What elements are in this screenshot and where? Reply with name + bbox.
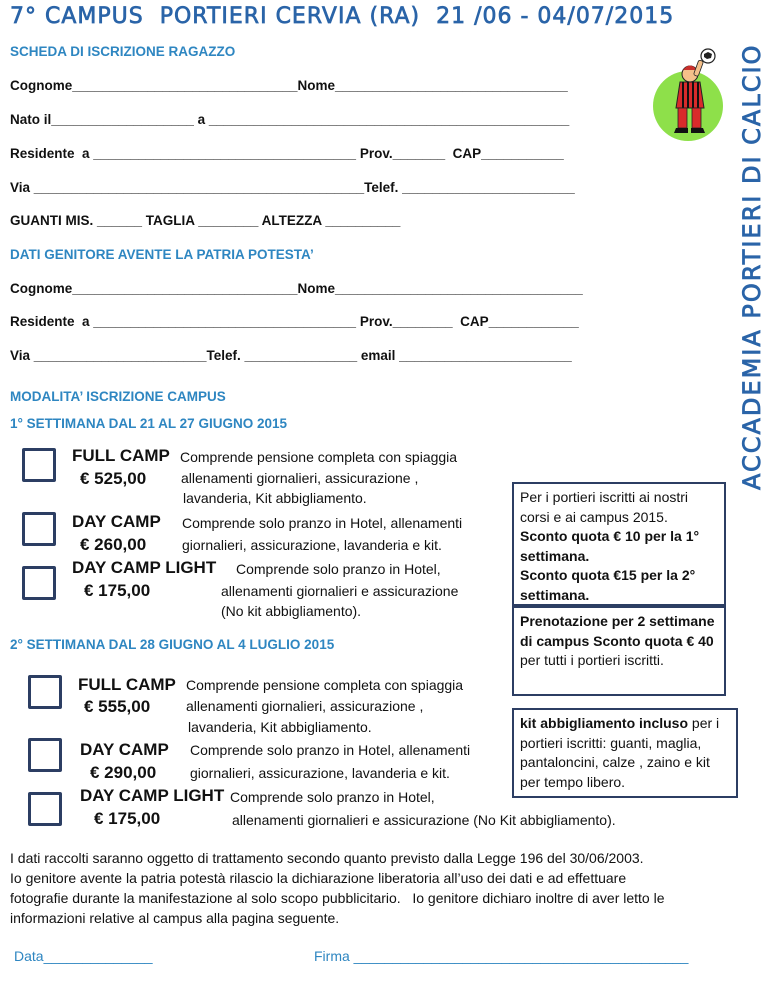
checkbox-week1-full-camp[interactable] xyxy=(22,448,56,482)
package-desc: Comprende solo pranzo in Hotel, xyxy=(230,789,435,805)
package-price: € 525,00 xyxy=(80,469,147,488)
checkbox-week2-full-camp[interactable] xyxy=(28,675,62,709)
package-desc: Comprende solo pranzo in Hotel, xyxy=(236,561,441,577)
package-price: € 290,00 xyxy=(90,763,157,782)
field-residente[interactable]: Residente a ___________________________________ Prov._______ CAP___________ xyxy=(10,146,564,161)
section-heading-genitore: DATI GENITORE AVENTE LA PATRIA POTESTA’ xyxy=(10,247,314,262)
package-desc: giornalieri, assicurazione, lavanderia e kit. xyxy=(190,765,450,781)
package-price: € 260,00 xyxy=(80,535,147,554)
checkbox-week1-day-camp-light[interactable] xyxy=(22,566,56,600)
firma-field[interactable]: Firma ___________________________________________ xyxy=(314,948,689,964)
package-price: € 175,00 xyxy=(94,809,161,828)
section-heading-week2: 2° SETTIMANA DAL 28 GIUGNO AL 4 LUGLIO 2015 xyxy=(10,637,335,652)
privacy-text: Io genitore avente la patria potestà rilascio la dichiarazione liberatoria all’uso dei dati e ad effettuare xyxy=(10,870,627,886)
package-desc: Comprende solo pranzo in Hotel, allenamenti xyxy=(182,515,463,531)
checkbox-week1-day-camp[interactable] xyxy=(22,512,56,546)
section-heading-week1: 1° SETTIMANA DAL 21 AL 27 GIUGNO 2015 xyxy=(10,416,287,431)
checkbox-week2-day-camp-light[interactable] xyxy=(28,792,62,826)
package-name: FULL CAMP xyxy=(78,675,176,694)
booking-discount-box xyxy=(512,606,726,696)
discount-week1: Sconto quota € 10 per la 1° settimana. xyxy=(520,528,700,564)
package-desc: Comprende pensione completa con spiaggia xyxy=(186,677,464,693)
package-desc: allenamenti giornalieri e assicurazione (No Kit abbigliamento). xyxy=(232,812,616,828)
field-via-telef[interactable]: Via ____________________________________________Telef. _______________________ xyxy=(10,180,575,195)
package-desc: Comprende solo pranzo in Hotel, allenamenti xyxy=(190,742,471,758)
package-desc: allenamenti giornalieri, assicurazione , xyxy=(186,698,424,714)
package-name: DAY CAMP xyxy=(80,740,169,759)
package-price: € 175,00 xyxy=(84,581,151,600)
section-heading-modalita: MODALITA’ ISCRIZIONE CAMPUS xyxy=(10,389,226,404)
field-guanti-taglia-altezza[interactable]: GUANTI MIS. ______ TAGLIA ________ ALTEZZA __________ xyxy=(10,213,401,228)
field-genitore-cognome-nome[interactable]: Cognome______________________________Nome_________________________________ xyxy=(10,281,583,296)
field-genitore-via-telef-email[interactable]: Via _______________________Telef. _______________ email _______________________ xyxy=(10,348,572,363)
package-desc: lavanderia, Kit abbigliamento. xyxy=(183,490,367,506)
package-desc: lavanderia, Kit abbigliamento. xyxy=(188,719,372,735)
kit-included-text: per i portieri iscritti: guanti, maglia, pantaloncini, calze , zaino e kit per tempo libero. xyxy=(520,715,720,790)
field-genitore-residente[interactable]: Residente a ___________________________________ Prov.________ CAP____________ xyxy=(10,314,579,329)
academy-vertical-title: ACCADEMIA PORTIERI DI CALCIO xyxy=(738,43,766,490)
package-name: DAY CAMP LIGHT xyxy=(80,786,225,805)
kit-included-box xyxy=(512,708,738,798)
privacy-text: informazioni relative al campus alla pagina seguente. xyxy=(10,910,340,926)
package-desc: allenamenti giornalieri, assicurazione , xyxy=(181,470,419,486)
discount-intro: Per i portieri iscritti ai nostri corsi e ai campus 2015. xyxy=(520,489,689,525)
privacy-text: fotografie durante la manifestazione al solo scopo pubblicitario. Io genitore dichiaro inoltre di aver letto le xyxy=(10,890,665,906)
package-desc: Comprende pensione completa con spiaggia xyxy=(180,449,458,465)
kit-included-bold: kit abbigliamento incluso xyxy=(520,715,689,731)
goalkeeper-mascot-icon xyxy=(652,48,724,144)
discount-box xyxy=(512,482,726,606)
section-heading-ragazzo: SCHEDA DI ISCRIZIONE RAGAZZO xyxy=(10,44,236,59)
package-price: € 555,00 xyxy=(84,697,151,716)
page-title: 7° CAMPUS PORTIERI CERVIA (RA) 21 /06 - 04/07/2015 xyxy=(10,4,675,29)
field-cognome-nome[interactable]: Cognome______________________________Nome_______________________________ xyxy=(10,78,568,93)
privacy-text: I dati raccolti saranno oggetto di trattamento secondo quanto previsto dalla Legge 196 del 30/06/2003. xyxy=(10,850,644,866)
discount-week2: Sconto quota €15 per la 2° settimana. xyxy=(520,567,696,603)
data-field[interactable]: Data______________ xyxy=(14,948,153,964)
package-name: DAY CAMP xyxy=(72,512,161,531)
package-desc: giornalieri, assicurazione, lavanderia e kit. xyxy=(182,537,442,553)
field-nato-il[interactable]: Nato il___________________ a ________________________________________________ xyxy=(10,112,570,127)
checkbox-week2-day-camp[interactable] xyxy=(28,738,62,772)
booking-discount-text: per tutti i portieri iscritti. xyxy=(520,652,664,668)
package-name: FULL CAMP xyxy=(72,446,170,465)
booking-discount-bold: Prenotazione per 2 settimane di campus Sconto quota € 40 xyxy=(520,613,715,649)
package-desc: allenamenti giornalieri e assicurazione xyxy=(221,583,459,599)
package-desc: (No kit abbigliamento). xyxy=(221,603,362,619)
package-name: DAY CAMP LIGHT xyxy=(72,558,217,577)
